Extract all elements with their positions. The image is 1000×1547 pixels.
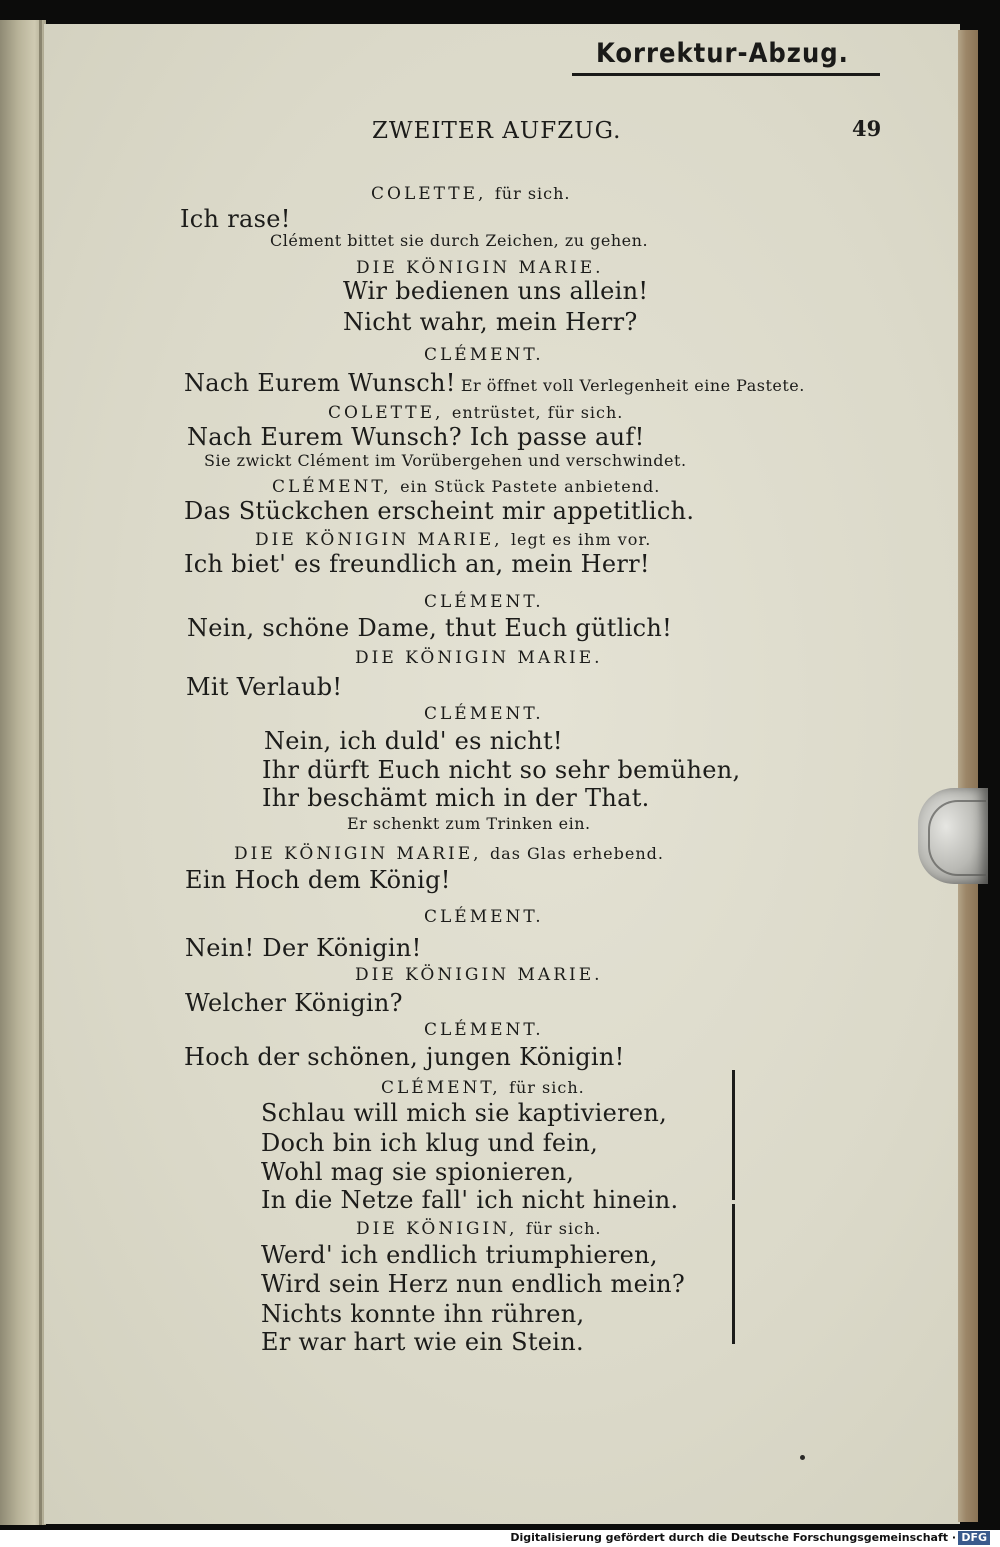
- verse-line: Nach Eurem Wunsch? Ich passe auf!: [187, 423, 645, 451]
- speaker-line: [381, 1078, 585, 1098]
- facing-page-edge: [0, 20, 46, 1525]
- speaker-name: DIE KÖNIGIN MARIE.: [355, 965, 603, 985]
- verse-line: Nein! Der Königin!: [185, 934, 422, 962]
- proof-stamp-rule: [572, 73, 880, 76]
- speaker-line: [356, 1219, 601, 1239]
- stage-direction: Sie zwickt Clément im Vorübergehen und verschwindet.: [204, 451, 687, 470]
- speaker-direction: für sich.: [509, 1078, 585, 1097]
- speaker-name: DIE KÖNIGIN MARIE.: [355, 648, 603, 668]
- speaker-line: [272, 477, 660, 497]
- brace-top: [724, 1070, 735, 1200]
- verse-line: Ihr beschämt mich in der That.: [262, 784, 650, 812]
- speaker-name: COLETTE,: [328, 403, 444, 423]
- speaker-name: CLÉMENT,: [381, 1078, 501, 1098]
- speaker-line: [234, 844, 664, 864]
- speaker-direction: für sich.: [525, 1219, 602, 1238]
- proof-stamp: Korrektur-Abzug.: [596, 38, 849, 69]
- gutter: [39, 20, 42, 1525]
- stage-direction: Er öffnet voll Verlegenheit eine Pastete.: [460, 376, 805, 395]
- verse-line: Mit Verlaub!: [186, 673, 343, 701]
- speaker-line: [328, 403, 623, 423]
- verse-line: Wohl mag sie spionieren,: [261, 1158, 575, 1186]
- speaker-name: CLÉMENT.: [424, 704, 544, 724]
- speaker-name: CLÉMENT.: [424, 907, 544, 927]
- verse-line: Nein, schöne Dame, thut Euch gütlich!: [187, 614, 673, 642]
- page-stack-edge: [958, 30, 978, 1522]
- speaker-direction: für sich.: [494, 184, 571, 203]
- speaker-name: DIE KÖNIGIN MARIE.: [356, 258, 604, 278]
- stage-direction: Clément bittet sie durch Zeichen, zu gehen.: [270, 231, 649, 250]
- verse-line: In die Netze fall' ich nicht hinein.: [261, 1186, 679, 1214]
- verse-line: Ihr dürft Euch nicht so sehr bemühen,: [262, 756, 741, 784]
- verse-line: Nach Eurem Wunsch!: [184, 369, 456, 397]
- ink-dot: [800, 1455, 805, 1460]
- speaker-name: DIE KÖNIGIN MARIE,: [234, 844, 482, 864]
- speaker-name: CLÉMENT.: [424, 345, 544, 365]
- verse-line: Ich biet' es freundlich an, mein Herr!: [184, 550, 650, 578]
- speaker-name: CLÉMENT,: [272, 477, 392, 497]
- running-title: ZWEITER AUFZUG.: [372, 118, 622, 144]
- page-clip-rim: [928, 800, 986, 876]
- speaker-direction: ein Stück Pastete anbietend.: [400, 477, 661, 496]
- verse-line: Ein Hoch dem König!: [185, 866, 451, 894]
- footer-credit: Digitalisierung gefördert durch die Deutsche Forschungsgemeinschaft ·: [510, 1531, 956, 1544]
- verse-line: Er war hart wie ein Stein.: [261, 1328, 584, 1356]
- verse-line: Nichts konnte ihn rühren,: [261, 1300, 585, 1328]
- speaker-direction: entrüstet, für sich.: [451, 403, 624, 422]
- speaker-name: DIE KÖNIGIN MARIE,: [255, 530, 503, 550]
- speaker-name: CLÉMENT.: [424, 592, 544, 612]
- verse-line: Schlau will mich sie kaptivieren,: [261, 1099, 668, 1127]
- brace-bottom: [724, 1204, 735, 1344]
- verse-line: Wir bedienen uns allein!: [343, 277, 649, 305]
- verse-line: Wird sein Herz nun endlich mein?: [261, 1270, 686, 1298]
- speaker-name: DIE KÖNIGIN,: [356, 1219, 518, 1239]
- stage-direction: Er schenkt zum Trinken ein.: [347, 814, 591, 833]
- speaker-direction: das Glas erhebend.: [489, 844, 664, 863]
- dfg-logo: DFG: [958, 1531, 990, 1545]
- speaker-line: [371, 184, 571, 204]
- verse-line: Hoch der schönen, jungen Königin!: [184, 1043, 625, 1071]
- verse-line: Nicht wahr, mein Herr?: [343, 308, 638, 336]
- verse-line: Doch bin ich klug und fein,: [261, 1129, 599, 1157]
- speaker-direction: legt es ihm vor.: [510, 530, 652, 549]
- verse-line: Werd' ich endlich triumphieren,: [261, 1241, 658, 1269]
- verse-line: Nein, ich duld' es nicht!: [264, 727, 563, 755]
- speaker-name: COLETTE,: [371, 184, 487, 204]
- verse-with-direction: [184, 369, 805, 397]
- verse-line: Ich rase!: [180, 205, 291, 233]
- speaker-line: [255, 530, 651, 550]
- verse-line: Welcher Königin?: [185, 989, 403, 1017]
- verse-line: Das Stückchen erscheint mir appetitlich.: [184, 497, 695, 525]
- page-number: 49: [852, 116, 882, 141]
- speaker-name: CLÉMENT.: [424, 1020, 544, 1040]
